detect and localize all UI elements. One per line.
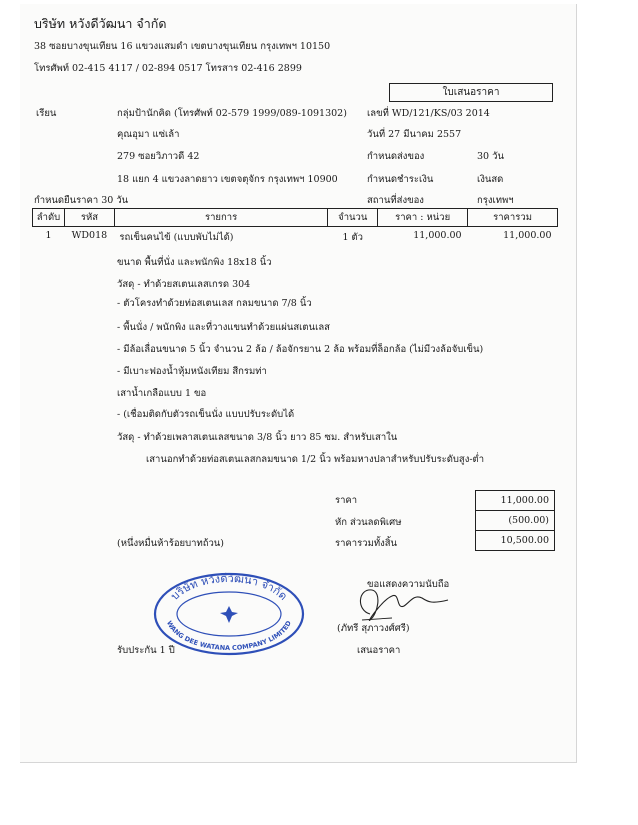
delivery-place-value: กรุงเทพฯ [477,195,514,206]
payment-label: กำหนดชำระเงิน [367,174,434,185]
detail-line: - (เชื่อมติดกับตัวรถเข็นนั่ง แบบปรับระดับได้ [117,409,295,420]
delivery-place-label: สถานที่ส่งของ [367,195,424,206]
signer-title: เสนอราคา [357,645,401,656]
delivery-value: 30 วัน [477,151,504,162]
table-row [33,227,558,249]
row-qty: 1 ตัว [342,232,364,243]
quote-number: เลขที่ WD/121/KS/03 2014 [367,108,490,119]
col-header-total: ราคารวม [468,209,558,227]
row-item: รถเข็นคนไข้ (แบบพับไม่ได้) [119,232,234,243]
col-header-item: รายการ [114,209,327,227]
discount-value: (500.00) [476,511,555,531]
discount-label: หัก ส่วนลดพิเศษ [335,517,402,528]
price-label: ราคา [335,495,358,506]
detail-line: วัสดุ - ทำด้วยสเตนเลสเกรด 304 [117,279,251,290]
table-header-row [33,209,558,227]
detail-line: - พื้นนั่ง / พนักพิง และที่วางแขนทำด้วยแผ่นสเตนเลส [117,322,330,333]
detail-line: เสานอกทำด้วยท่อสเตนเลสกลมขนาด 1/2 นิ้ว พร้อมหางปลาสำหรับปรับระดับสูง-ต่ำ [146,454,485,465]
detail-line: วัสดุ - ทำด้วยเพลาสเตนเลสขนาด 3/8 นิ้ว ยาว 85 ซม. สำหรับเสาใน [117,432,398,443]
svg-text:บริษัท หวังดีวัฒนา จำกัด [168,572,290,603]
col-header-code: รหัส [64,209,114,227]
recipient-line-2: คุณอุมา แซ่เล้า [117,129,180,140]
price-validity: กำหนดยืนราคา 30 วัน [34,195,129,206]
stamp-text-top: บริษัท หวังดีวัฒนา จำกัด [168,571,290,603]
signer-name: (ภัทรี สุภาวงศ์ศรี) [337,623,410,634]
row-no: 1 [45,230,52,241]
closing-regards: ขอแสดงความนับถือ [367,579,450,590]
warranty: รับประกัน 1 ปี [117,645,175,656]
stamp-emblem-icon [220,606,238,623]
document-title: ใบเสนอราคา [442,87,500,98]
detail-line: - มีเบาะฟองน้ำหุ้มหนังเทียม สีกรมท่า [117,366,267,377]
summary-table [475,490,555,551]
company-name: บริษัท หวังดีวัฒนา จำกัด [34,16,167,31]
price-value: 11,000.00 [476,491,555,511]
col-header-unit-price: ราคา : หน่วย [378,209,468,227]
recipient-line-3: 279 ซอยวิภาวดี 42 [117,151,200,162]
company-address: 38 ซอยบางขุนเทียน 16 แขวงแสมดำ เขตบางขุนเทียน กรุงเทพฯ 10150 [34,41,331,52]
company-stamp [152,570,306,656]
recipient-label: เรียน [36,108,57,119]
row-code: WD018 [71,230,108,241]
stamp-text-bottom: WANG DEE WATANA COMPANY LIMITED [165,619,293,653]
detail-line: เสาน้ำเกลือแบบ 1 ขอ [117,388,207,399]
amount-in-words: (หนึ่งหมื่นห้าร้อยบาทถ้วน) [117,538,225,549]
grand-total-label: ราคารวมทั้งสิ้น [335,538,398,549]
detail-line: - มีล้อเลื่อนขนาด 5 นิ้ว จำนวน 2 ล้อ / ล้อจักรยาน 2 ล้อ พร้อมที่ล็อกล้อ (ไม่มีวงล้อจับเข็น) [117,344,484,355]
items-table [32,208,558,248]
recipient-line-1: กลุ่มป้านักคิด (โทรศัพท์ 02-579 1999/089-1091302) [117,108,347,119]
detail-line: ขนาด พื้นที่นั่ง และพนักพิง 18x18 นิ้ว [117,257,272,268]
row-total: 11,000.00 [503,230,552,241]
grand-total-value: 10,500.00 [476,531,555,551]
col-header-no: ลำดับ [33,209,65,227]
recipient-line-4: 18 แยก 4 แขวงลาดยาว เขตจตุจักร กรุงเทพฯ 10900 [117,174,338,185]
quote-date: วันที่ 27 มีนาคม 2557 [367,129,462,140]
signature-graphic [352,580,462,624]
payment-value: เงินสด [477,174,504,185]
delivery-label: กำหนดส่งของ [367,151,425,162]
detail-line: - ตัวโครงทำด้วยท่อสเตนเลส กลมขนาด 7/8 นิ้ว [117,298,312,309]
document-title-box [389,83,553,102]
col-header-qty: จำนวน [328,209,378,227]
row-unit-price: 11,000.00 [413,230,462,241]
company-phone: โทรศัพท์ 02-415 4117 / 02-894 0517 โทรสาร 02-416 2899 [34,63,302,74]
